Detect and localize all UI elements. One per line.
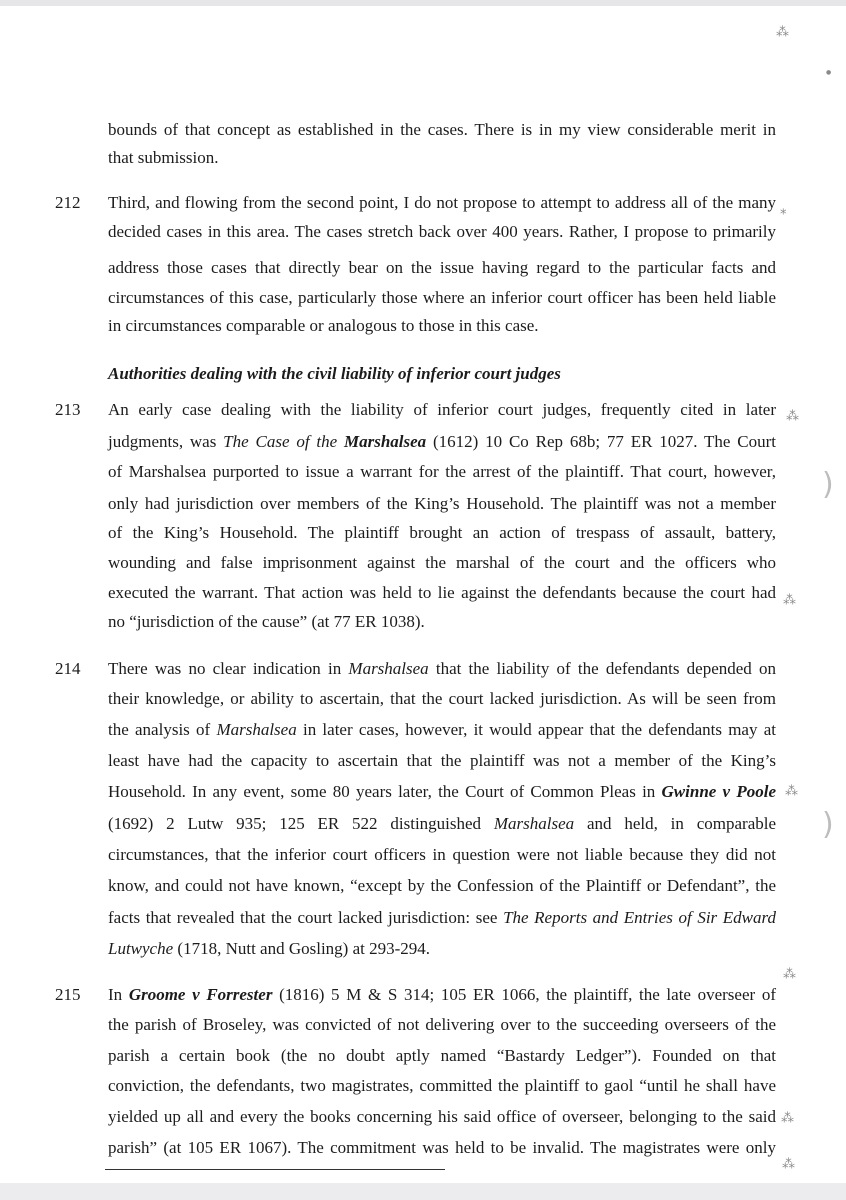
paragraph-line: executed the warrant. That action was held to lie against the defendants because the court had — [108, 583, 776, 602]
scan-mark-icon: ⁂ — [785, 784, 798, 799]
paragraph-number: 212 — [55, 193, 81, 212]
scan-mark-icon: ⁂ — [781, 1111, 794, 1126]
scan-mark-icon: ⁂ — [783, 593, 796, 608]
paragraph-line: no “jurisdiction of the cause” (at 77 ER 1038). — [108, 612, 425, 631]
paragraph-line — [108, 432, 776, 452]
paragraph-line: their knowledge, or ability to ascertain, that the court lacked jurisdiction. As will be seen from — [108, 689, 776, 708]
case-name-emphasis: Marshalsea — [343, 432, 427, 451]
text-span: (1692) 2 Lutw 935; 125 ER 522 distinguished — [108, 814, 494, 833]
paragraph-line: circumstances, that the inferior court officers in question were not liable because they did not — [108, 845, 776, 864]
text-span: (1718, Nutt and Gosling) at 293-294. — [173, 939, 431, 958]
book-title: The Reports and Entries of Sir Edward — [503, 908, 776, 927]
text-span: In — [108, 985, 129, 1004]
paragraph-line: the parish of Broseley, was convicted of not delivering over to the succeeding overseers of the — [108, 1015, 776, 1034]
case-name: Groome v Forrester — [128, 985, 273, 1004]
paragraph-line: of Marshalsea purported to issue a warrant for the arrest of the plaintiff. That court, however, — [108, 462, 776, 481]
paragraph-line: parish a certain book (the no doubt aptly named “Bastardy Ledger”). Founded on that — [108, 1046, 776, 1065]
paragraph-line: only had jurisdiction over members of the King’s Household. The plaintiff was not a member — [108, 494, 776, 513]
paragraph-line — [108, 985, 776, 1005]
paragraph-line: Third, and flowing from the second point, I do not propose to attempt to address all of the many — [108, 193, 776, 212]
paragraph-line: wounding and false imprisonment against the marshal of the court and the officers who — [108, 553, 776, 572]
text-span: (1612) 10 Co Rep 68b; 77 ER 1027. The Court — [426, 432, 776, 451]
text-span: in later cases, however, it would appear that the defendants may at — [296, 720, 776, 739]
scan-mark-icon: ⁎ — [780, 203, 787, 218]
footnote-rule — [105, 1169, 445, 1170]
paragraph-line: in circumstances comparable or analogous to those in this case. — [108, 316, 539, 335]
book-title: Lutwyche — [108, 939, 174, 958]
text-span: and held, in comparable — [574, 814, 777, 833]
case-name: Marshalsea — [493, 814, 575, 833]
text-span: (1816) 5 M & S 314; 105 ER 1066, the plaintiff, the late overseer of — [272, 985, 776, 1004]
paragraph-line — [108, 659, 776, 679]
paragraph-line: that submission. — [108, 148, 219, 167]
case-name: Gwinne v Poole — [661, 782, 776, 801]
section-heading: Authorities dealing with the civil liability of inferior court judges — [108, 364, 561, 383]
scan-mark-icon: ⁂ — [786, 409, 799, 424]
paragraph-number: 214 — [55, 659, 81, 678]
scan-dot-icon: ● — [826, 69, 832, 76]
paragraph-line: parish” (at 105 ER 1067). The commitment was held to be invalid. The magistrates were only — [108, 1138, 776, 1157]
text-span: judgments, was — [108, 432, 224, 451]
paragraph-line: know, and could not have known, “except by the Confession of the Plaintiff or Defendant”, the — [108, 876, 776, 895]
case-name: Marshalsea — [348, 659, 429, 678]
paragraph-line: circumstances of this case, particularly those where an inferior court officer has been held liable — [108, 288, 776, 307]
paragraph-line: address those cases that directly bear on the issue having regard to the particular facts and — [108, 258, 776, 277]
paragraph-line: conviction, the defendants, two magistrates, committed the plaintiff to gaol “until he shall have — [108, 1076, 776, 1095]
text-span: Household. In any event, some 80 years later, the Court of Common Pleas in — [108, 782, 662, 801]
paragraph-line — [108, 814, 776, 834]
paragraph-line: least have had the capacity to ascertain that the plaintiff was not a member of the King’s — [108, 751, 776, 770]
punch-hole-mark-icon: ) — [822, 807, 834, 842]
paragraph-line — [108, 782, 776, 802]
punch-hole-mark-icon: ) — [822, 467, 834, 502]
case-name: The Case of the Marshalsea — [223, 432, 427, 451]
text-span: that the liability of the defendants depended on — [428, 659, 776, 678]
text-span: There was no clear indication in — [108, 659, 349, 678]
paragraph-line — [108, 720, 776, 740]
paragraph-line: of the King’s Household. The plaintiff brought an action of trespass of assault, battery, — [108, 523, 776, 542]
scan-mark-icon: ⁂ — [776, 25, 789, 40]
paragraph-line — [108, 939, 430, 959]
scan-mark-icon: ⁂ — [782, 1157, 795, 1172]
paragraph-line: bounds of that concept as established in the cases. There is in my view considerable merit in — [108, 120, 776, 139]
paragraph-number: 213 — [55, 400, 81, 419]
text-span: facts that revealed that the court lacked jurisdiction: see — [108, 908, 504, 927]
paragraph-line: An early case dealing with the liability of inferior court judges, frequently cited in later — [108, 400, 776, 419]
scan-mark-icon: ⁂ — [783, 967, 796, 982]
paragraph-line: yielded up all and every the books concerning his said office of overseer, belonging to the said — [108, 1107, 776, 1126]
paragraph-line: decided cases in this area. The cases stretch back over 400 years. Rather, I propose to primarily — [108, 222, 776, 241]
paragraph-number: 215 — [55, 985, 81, 1004]
paragraph-line — [108, 908, 776, 928]
case-name: Marshalsea — [216, 720, 297, 739]
text-span: the analysis of — [108, 720, 217, 739]
